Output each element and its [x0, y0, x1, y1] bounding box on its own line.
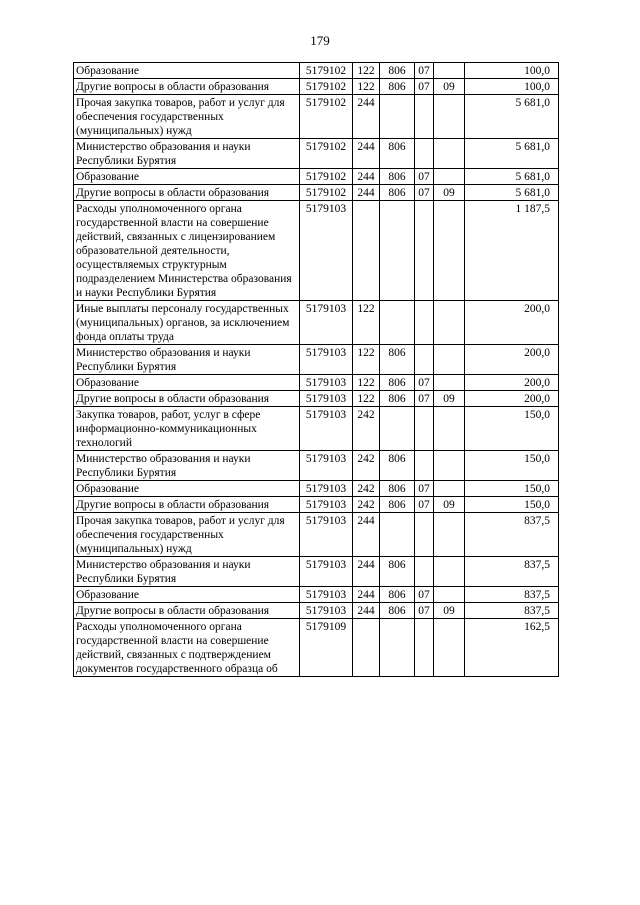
section-cell: 07: [415, 169, 434, 185]
amount-cell: 150,0: [465, 407, 559, 451]
target-article-cell: 5179103: [300, 513, 353, 557]
amount-cell: 150,0: [465, 451, 559, 481]
table-row: [74, 201, 559, 301]
amount-cell: 837,5: [465, 557, 559, 587]
amount-cell: 1 187,5: [465, 201, 559, 301]
table-row: [74, 619, 559, 677]
amount-cell: 200,0: [465, 375, 559, 391]
amount-cell: 837,5: [465, 513, 559, 557]
item-name-cell: Образование: [74, 587, 300, 603]
expense-type-cell: 242: [353, 451, 380, 481]
ministry-code-cell: [380, 201, 415, 301]
section-cell: 07: [415, 603, 434, 619]
item-name-cell: Закупка товаров, работ, услуг в сфере информационно-коммуникационных технологий: [74, 407, 300, 451]
expense-type-cell: 244: [353, 603, 380, 619]
ministry-code-cell: 806: [380, 603, 415, 619]
section-cell: [415, 619, 434, 677]
table-row: [74, 481, 559, 497]
target-article-cell: 5179103: [300, 451, 353, 481]
section-cell: [415, 557, 434, 587]
subsection-cell: [434, 139, 465, 169]
ministry-code-cell: [380, 301, 415, 345]
subsection-cell: 09: [434, 185, 465, 201]
target-article-cell: 5179102: [300, 95, 353, 139]
section-cell: [415, 345, 434, 375]
section-cell: 07: [415, 391, 434, 407]
ministry-code-cell: [380, 513, 415, 557]
target-article-cell: 5179103: [300, 201, 353, 301]
expense-type-cell: [353, 201, 380, 301]
target-article-cell: 5179102: [300, 169, 353, 185]
target-article-cell: 5179103: [300, 603, 353, 619]
table-row: [74, 603, 559, 619]
expense-type-cell: 242: [353, 407, 380, 451]
section-cell: 07: [415, 63, 434, 79]
table-row: [74, 95, 559, 139]
subsection-cell: [434, 301, 465, 345]
section-cell: [415, 407, 434, 451]
ministry-code-cell: 806: [380, 481, 415, 497]
ministry-code-cell: 806: [380, 185, 415, 201]
target-article-cell: 5179103: [300, 587, 353, 603]
item-name-cell: Расходы уполномоченного органа государственной власти на совершение действий, связанных с подтверждением документов государственного образца об: [74, 619, 300, 677]
amount-cell: 5 681,0: [465, 95, 559, 139]
item-name-cell: Образование: [74, 63, 300, 79]
subsection-cell: [434, 513, 465, 557]
ministry-code-cell: 806: [380, 497, 415, 513]
amount-cell: 200,0: [465, 391, 559, 407]
subsection-cell: [434, 169, 465, 185]
ministry-code-cell: 806: [380, 79, 415, 95]
item-name-cell: Другие вопросы в области образования: [74, 497, 300, 513]
table-row: [74, 63, 559, 79]
ministry-code-cell: 806: [380, 345, 415, 375]
section-cell: [415, 451, 434, 481]
table-row: [74, 375, 559, 391]
item-name-cell: Министерство образования и науки Республики Бурятия: [74, 451, 300, 481]
expense-type-cell: 244: [353, 513, 380, 557]
item-name-cell: Расходы уполномоченного органа государственной власти на совершение действий, связанных с лицензированием образовательной деятельности, осуществляемых структурным подразделением Министерства образования и науки Республики Бурятия: [74, 201, 300, 301]
table-row: [74, 451, 559, 481]
table-row: [74, 407, 559, 451]
ministry-code-cell: 806: [380, 391, 415, 407]
page-number: 179: [310, 33, 330, 48]
expense-type-cell: 244: [353, 169, 380, 185]
target-article-cell: 5179103: [300, 557, 353, 587]
expense-type-cell: 122: [353, 375, 380, 391]
item-name-cell: Образование: [74, 375, 300, 391]
target-article-cell: 5179102: [300, 63, 353, 79]
table-row: [74, 587, 559, 603]
item-name-cell: Другие вопросы в области образования: [74, 79, 300, 95]
expense-type-cell: 122: [353, 63, 380, 79]
table-row: [74, 79, 559, 95]
item-name-cell: Образование: [74, 169, 300, 185]
subsection-cell: [434, 481, 465, 497]
ministry-code-cell: 806: [380, 451, 415, 481]
amount-cell: 100,0: [465, 63, 559, 79]
amount-cell: 837,5: [465, 603, 559, 619]
table-row: [74, 513, 559, 557]
subsection-cell: [434, 345, 465, 375]
ministry-code-cell: 806: [380, 139, 415, 169]
subsection-cell: [434, 557, 465, 587]
subsection-cell: [434, 451, 465, 481]
expense-type-cell: 244: [353, 185, 380, 201]
item-name-cell: Другие вопросы в области образования: [74, 603, 300, 619]
item-name-cell: Иные выплаты персоналу государственных (муниципальных) органов, за исключением фонда оплаты труда: [74, 301, 300, 345]
amount-cell: 5 681,0: [465, 169, 559, 185]
item-name-cell: Министерство образования и науки Республики Бурятия: [74, 139, 300, 169]
amount-cell: 5 681,0: [465, 185, 559, 201]
target-article-cell: 5179102: [300, 139, 353, 169]
table-row: [74, 185, 559, 201]
table-row: [74, 497, 559, 513]
table-row: [74, 391, 559, 407]
amount-cell: 150,0: [465, 481, 559, 497]
section-cell: 07: [415, 375, 434, 391]
expense-type-cell: 244: [353, 557, 380, 587]
item-name-cell: Другие вопросы в области образования: [74, 391, 300, 407]
subsection-cell: 09: [434, 497, 465, 513]
item-name-cell: Образование: [74, 481, 300, 497]
ministry-code-cell: 806: [380, 587, 415, 603]
ministry-code-cell: 806: [380, 375, 415, 391]
table-row: [74, 345, 559, 375]
subsection-cell: 09: [434, 603, 465, 619]
section-cell: 07: [415, 497, 434, 513]
section-cell: 07: [415, 185, 434, 201]
target-article-cell: 5179109: [300, 619, 353, 677]
target-article-cell: 5179103: [300, 345, 353, 375]
subsection-cell: [434, 375, 465, 391]
section-cell: [415, 301, 434, 345]
subsection-cell: [434, 95, 465, 139]
expense-type-cell: 122: [353, 301, 380, 345]
target-article-cell: 5179102: [300, 79, 353, 95]
item-name-cell: Прочая закупка товаров, работ и услуг для обеспечения государственных (муниципальных) нужд: [74, 513, 300, 557]
ministry-code-cell: [380, 407, 415, 451]
expense-type-cell: 122: [353, 391, 380, 407]
subsection-cell: 09: [434, 391, 465, 407]
section-cell: 07: [415, 587, 434, 603]
target-article-cell: 5179103: [300, 497, 353, 513]
target-article-cell: 5179103: [300, 375, 353, 391]
amount-cell: 837,5: [465, 587, 559, 603]
ministry-code-cell: 806: [380, 557, 415, 587]
item-name-cell: Прочая закупка товаров, работ и услуг для обеспечения государственных (муниципальных) нужд: [74, 95, 300, 139]
target-article-cell: 5179103: [300, 301, 353, 345]
target-article-cell: 5179103: [300, 391, 353, 407]
expense-type-cell: 244: [353, 139, 380, 169]
expense-type-cell: 242: [353, 481, 380, 497]
amount-cell: 100,0: [465, 79, 559, 95]
subsection-cell: 09: [434, 79, 465, 95]
item-name-cell: Министерство образования и науки Республики Бурятия: [74, 557, 300, 587]
section-cell: [415, 201, 434, 301]
expense-type-cell: 242: [353, 497, 380, 513]
subsection-cell: [434, 407, 465, 451]
expense-type-cell: 122: [353, 79, 380, 95]
table-row: [74, 301, 559, 345]
target-article-cell: 5179103: [300, 481, 353, 497]
section-cell: [415, 139, 434, 169]
expense-type-cell: 244: [353, 95, 380, 139]
expense-type-cell: [353, 619, 380, 677]
table-row: [74, 139, 559, 169]
section-cell: [415, 95, 434, 139]
amount-cell: 200,0: [465, 345, 559, 375]
target-article-cell: 5179102: [300, 185, 353, 201]
ministry-code-cell: 806: [380, 63, 415, 79]
ministry-code-cell: [380, 95, 415, 139]
subsection-cell: [434, 63, 465, 79]
item-name-cell: Министерство образования и науки Республики Бурятия: [74, 345, 300, 375]
ministry-code-cell: 806: [380, 169, 415, 185]
target-article-cell: 5179103: [300, 407, 353, 451]
amount-cell: 162,5: [465, 619, 559, 677]
amount-cell: 150,0: [465, 497, 559, 513]
expense-type-cell: 122: [353, 345, 380, 375]
section-cell: [415, 513, 434, 557]
expense-type-cell: 244: [353, 587, 380, 603]
subsection-cell: [434, 201, 465, 301]
table-row: [74, 557, 559, 587]
item-name-cell: Другие вопросы в области образования: [74, 185, 300, 201]
section-cell: 07: [415, 481, 434, 497]
subsection-cell: [434, 619, 465, 677]
table-row: [74, 169, 559, 185]
budget-table: [73, 62, 559, 677]
ministry-code-cell: [380, 619, 415, 677]
section-cell: 07: [415, 79, 434, 95]
subsection-cell: [434, 587, 465, 603]
amount-cell: 5 681,0: [465, 139, 559, 169]
amount-cell: 200,0: [465, 301, 559, 345]
budget-table-body: [74, 63, 559, 677]
